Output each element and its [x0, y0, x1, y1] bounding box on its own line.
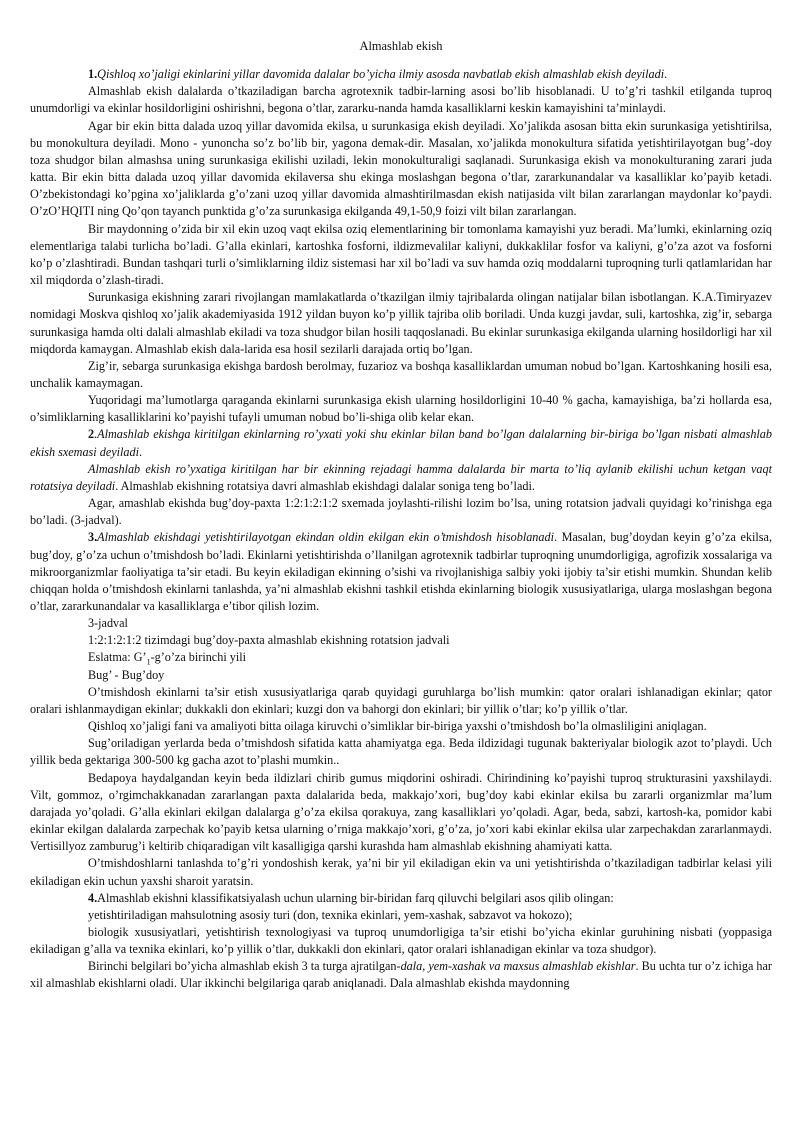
- paragraph: O’tmishdosh ekinlarni ta’sir etish xususiyatlariga qarab quyidagi guruhlarga bo’lish mumkin: qator oralari ishlanadigan ekinlar; qator oralari ishlanmaydigan ekinlar; dukkakli don ekinlari; kuzgi don va bahorgi don ekinlari; bir yillik o’tlar; ko’p yillik o’tlar.: [30, 684, 772, 716]
- definition-text: Almashlab ekishdagi yetishtirilayotgan ekindan oldin ekilgan ekin o’tmishdosh hisoblanadi: [97, 530, 554, 545]
- paragraph-text: . Masalan, bug’doydan keyin g’o’za ekilsa, bug’doy, g’o’za uchun o’tmishdosh bo’ladi. Ekinlarni yetishtirishda o’llanilgan agrotexnik tadbirlar tuproqning unumdorligiga, agrofizik xossalariga va mikroorganizmlar faoliyatiga ta’sir etadi. Bu keyin ekiladigan ekinning o’sishi va rivojlanishiga salbiy yoki ijobiy ta’sir etishi mumkin. Shundan kelib chiqqan holda o’tmishdosh ekinlarni tanlashda, ya’ni almashlab ekishni tashkil etishda ekinlarning biologik xususiyatlariga, ularga moslashgan begona o’tlar, zararkunandalar va kasalliklarga e’tibor qilish lozim.: [30, 530, 772, 613]
- definition-text: Almashlab ekish ro’yxatiga kiritilgan har bir ekinning rejadagi hamma dalalarda bir marta to’liq aylanib ekilishi uchun ketgan vaqt rotatsiya deyiladi: [30, 461, 772, 493]
- section-number: 3.: [88, 530, 98, 545]
- paragraph-definition-scheme: [30, 426, 772, 460]
- section-number: 2: [88, 427, 95, 442]
- page-title: Almashlab ekish: [359, 39, 443, 53]
- paragraph-text: . Almashlab ekishning rotatsiya davri almashlab ekishdagi dalalar soniga teng bo’ladi.: [115, 478, 535, 493]
- paragraph-definition-predecessor: [30, 529, 772, 615]
- table-caption: 1:2:1:2:1:2 tizimdagi bug’doy-paxta almashlab ekishning rotatsion jadvali: [88, 633, 450, 648]
- paragraph: biologik xususiyatlari, yetishtirish texnologiyasi va tuproq unumdorligiga ta’sir etishi bo’yicha ekinlar guruhining nisbati (yoppasiga ekiladigan g’alla va texnika ekinlari, ko’p yillik o’tlar, dukkakli don ekinlari, qator oralari ishlanadigan ekinlar va toza shudgor).: [30, 924, 772, 957]
- paragraph: yetishtiriladigan mahsulotning asosiy turi (don, texnika ekinlari, yem-xashak, sabzavot va hokozo);: [88, 907, 573, 922]
- paragraph-types: [30, 958, 772, 992]
- paragraph: Yuqoridagi ma’lumotlarga qaraganda ekinlarni surunkasiga ekish ularning hosildorligini 10-40 % gacha, kamayishiga, ba’zi hollarda esa, o’simliklarning kasalliklarini ko’payishi tufayli umuman nobud bo’li-shiga olib kelar ekan.: [30, 393, 772, 425]
- paragraph: Bir maydonning o’zida bir xil ekin uzoq vaqt ekilsa oziq elementlarining bir tomonlama kamayishi yuz beradi. Ma’lumki, ekinlarning oziq elementlariga talabi turlicha bo’ladi. G’alla ekinlari, kartoshka fosforni, ildizmevalilar kaliyni, dukkaklilar fosfor va kaliyni, g’o’za azot va fosforni ko’p o’zlashtiradi. Bundan tashqari turli o’simliklarning ildiz sistemasi har xil bo’ladi va suv hamda oziq moddalarni tuproqning turli qatlamlaridan har xil miqdorda o’zlash-tiradi.: [30, 221, 772, 288]
- section-number: 4.: [88, 890, 98, 905]
- paragraph: Almashlab ekish dalalarda o’tkaziladigan barcha agrotexnik tadbir-larning asosi bo’lib hisoblanadi. U to’g’ri tashkil etilganda tuproq unumdorligi va ekinlar hosildorligini oshirishni, begona o’tlar, zararku-nanda hamda kasalliklarni keskin kamayishini ta’minlaydi.: [30, 84, 772, 116]
- paragraph: Zig’ir, sebarga surunkasiga ekishga bardosh berolmay, fuzarioz va boshqa kasalliklardan umuman nobud bo’lgan. Kartoshkaning hosili esa, unchalik kamaymagan.: [30, 358, 772, 390]
- table-note: [30, 649, 772, 666]
- definition-text: Qishloq xo’jaligi ekinlarini yillar davomida dalalar bo’yicha ilmiy asosda navbatlab ekish almashlab ekish deyiladi: [97, 67, 665, 82]
- note-subscript: 1: [146, 657, 151, 667]
- paragraph-definition-rotation: [30, 461, 772, 495]
- paragraph-classification: [30, 890, 772, 907]
- punctuation: .: [138, 444, 143, 459]
- paragraph-definition-crop-rotation: [30, 66, 772, 83]
- paragraph: Sug’oriladigan yerlarda beda o’tmishdosh sifatida katta ahamiyatga ega. Beda ildizidagi tugunak bakteriyalar biologik azot to’playdi. Uch yillik beda gektariga 300-500 kg gacha azot to’plashi mumkin..: [30, 736, 772, 768]
- table-label: 3-jadval: [88, 616, 128, 631]
- table-note-abbreviation: Bug’ - Bug’doy: [88, 667, 165, 682]
- paragraph-text: Almashlab ekishni klassifikatsiyalash uchun ularning bir-biridan farq qiluvchi belgilari asos qilib olingan:: [97, 890, 614, 905]
- definition-text: .Almashlab ekishga kiritilgan ekinlarning ro’yxati yoki shu ekinlar bilan band bo’lgan dalalarning bir-biriga bo’lgan nisbati almashlab ekish sxemasi deyiladi: [30, 427, 772, 459]
- paragraph: Surunkasiga ekishning zarari rivojlangan mamlakatlarda o’tkazilgan ilmiy tajribalarda olingan natijalar bilan isbotlangan. K.A.Timiryazev nomidagi Moskva qishloq xo’jalik akademiyasida 1912 yildan buyon ko’p yillik tajriba olib boriladi. Unda kuzgi javdar, suli, kartoshka, zig’ir, sebarga surunkasiga hamda olti dalali almashlab ekiladi va toza shudgor bilan hosili taqqoslanadi. Bu ekinlar surunkasiga ekilganda ularning hosildorligi har xil miqdorda kamaygan. Almashlab ekish dala-larida esa hosil sezilarli darajada ortiq bo’lgan.: [30, 290, 772, 356]
- note-text: -g’o’za birinchi yili: [150, 650, 246, 665]
- section-number: 1.: [88, 67, 98, 82]
- paragraph: Agar, amashlab ekishda bug’doy-paxta 1:2:1:2:1:2 sxemada joylashti-rilishi lozim bo’lsa, uning rotatsion jadvali quyidagi ko’rinishga ega bo’ladi. (3-jadval).: [30, 496, 772, 528]
- paragraph-text: Birinchi belgilari bo’yicha almashlab ekish 3 ta turga ajratilgan-: [88, 959, 401, 974]
- note-text: Eslatma: G’: [88, 650, 147, 665]
- paragraph: O’tmishdoshlarni tanlashda to’g’ri yondoshish kerak, ya’ni bir yil ekiladigan ekin va uni yetishtirishda o’tkaziladigan tadbirlar kelasi yili ekiladigan ekin uchun yaxshi sharoit yaratsin.: [30, 856, 772, 888]
- emphasis-text: dala, yem-xashak va maxsus almashlab ekishlar: [400, 959, 636, 974]
- paragraph: Agar bir ekin bitta dalada uzoq yillar davomida ekilsa, u surunkasiga ekish deyiladi. Xo’jalikda asosan bitta ekin surunkasiga yetishtirilsa, bu monokultura deyiladi. Mono - yunoncha so’z bo’lib bir, yagona demak-dir. Masalan, xo’jalikda monokultura sifatida yetishtirilayotgan bug’-doy toza shudgor bilan almashsa uning surunkasiga ekilishi uziladi, lekin monokulturaligi saqlanadi. Surunkasiga ekish va monokulturaning zarari juda katta. Bir ekin bitta dalada uzoq yillar davomida ekilaversa shu ekinga moslashgan begona o’tlar, zararkunandalar va kasalliklar ko’payib ketadi. O’zbekistondagi ko’pgina xo’jaliklarda g’o’zani uzoq yillar davomida almashtirilmasdan ekish natijasida vilt bilan zararlangan maydonlar ko’paydi. O’zO’HQITI ning Qo’qon tayanch punktida g’o’za surunkasiga ekilganda 49,1-50,9 foizi vilt bilan zararlangan.: [30, 118, 772, 219]
- paragraph: Bedapoya haydalgandan keyin beda ildizlari chirib gumus miqdorini oshiradi. Chirindining ko’payishi tuproq strukturasini yaxshilaydi. Vilt, gommoz, o’rgimchakkanadan zararlangan paxta dalalarida beda, makkajo’xori, bug’doy kabi ekinlar ekilsa bu zararli organizmlar ma’lum darajada yo’qoladi. G’alla ekinlari ekilgan dalalarga g’o’za ekilsa qorakuya, zang kasalliklari yo’qoladi. Agar, beda, sabzi, kartosh-ka, pomidor kabi ekinlar ekilgan dalalarda zarpechak ko’payib ketsa ularning o’rniga makkajo’xori, g’o’za, jo’xori kabi ekinlar ekilsa ular zarpechakdan zararlanmaydi. Vertisillyoz zamburug’i keltirib chiqaradigan vilt kasalligiga qarshi kurashda ham almashlab ekishning ahamiyati katta.: [30, 770, 772, 854]
- paragraph-text: . Bu uchta tur o’z ichiga har xil almashlab ekishlarni oladi. Ular ikkinchi belgilariga qarab aniqlanadi. Dala almashlab ekishda maydonning: [30, 959, 772, 991]
- punctuation: .: [664, 67, 668, 82]
- paragraph: Qishloq xo’jaligi fani va amaliyoti bitta oilaga kiruvchi o’simliklar bir-biriga yaxshi o’tmishdosh bo’la olmasliligini aniqlagan.: [88, 719, 707, 734]
